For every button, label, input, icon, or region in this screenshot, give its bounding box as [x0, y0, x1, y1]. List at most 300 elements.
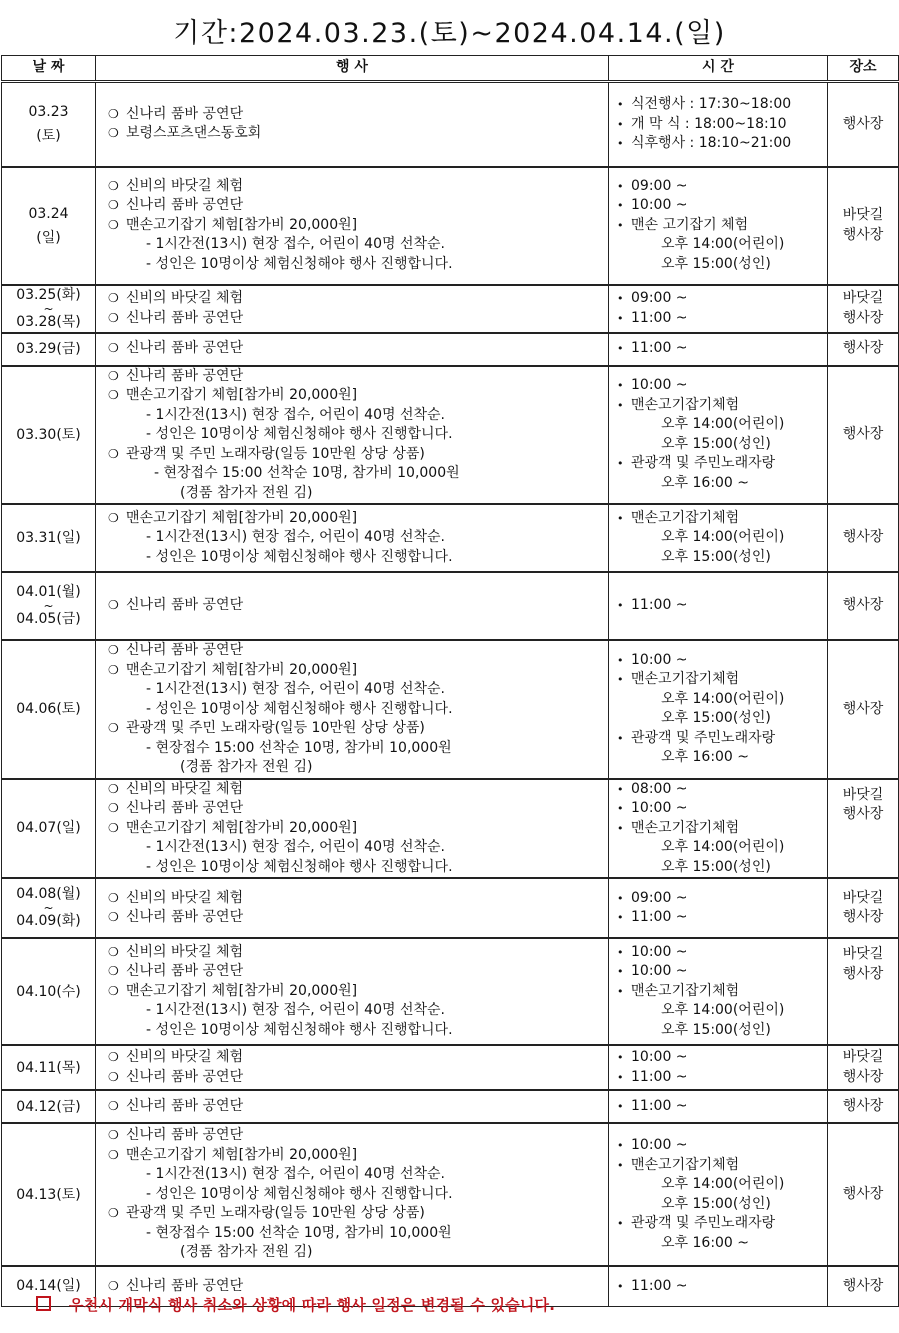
event-text: - 1시간전(13시) 현장 접수, 어린이 40명 선착순. [146, 236, 445, 253]
event-item [108, 1146, 608, 1166]
time-item [617, 1001, 827, 1021]
dot-bullet-icon: • [617, 802, 624, 815]
place-cell [828, 366, 899, 505]
time-item [617, 528, 827, 548]
time-cell [609, 640, 828, 779]
date-text: 04.07(일) [16, 820, 81, 837]
event-cell [96, 82, 609, 167]
time-text: 10:00 ~ [631, 651, 688, 668]
dot-bullet-icon: • [617, 98, 624, 111]
circle-bullet-icon: ❍ [108, 1278, 119, 1293]
time-item [617, 509, 827, 529]
place-text: 바닷길 [842, 889, 884, 906]
time-item [617, 1136, 827, 1156]
time-text: 10:00 ~ [631, 1137, 688, 1153]
time-item [617, 962, 827, 982]
place-text: 행사장 [842, 597, 884, 614]
date-cell [2, 1123, 96, 1266]
time-text: 11:00 ~ [631, 909, 688, 925]
date-text: 04.01(월) [16, 584, 81, 600]
circle-bullet-icon: ❍ [108, 178, 119, 193]
header-time: 시 간 [609, 56, 828, 82]
place-cell [828, 779, 899, 879]
event-cell [96, 572, 609, 640]
time-text: 식전행사 : 17:30~18:00 [631, 96, 792, 112]
time-cell [609, 167, 828, 285]
time-text: 오후 15:00(성인) [661, 548, 771, 565]
event-item [108, 1204, 608, 1224]
time-item [617, 1068, 827, 1088]
date-text: 04.09(화) [16, 913, 81, 929]
time-item [617, 889, 827, 909]
dot-bullet-icon: • [617, 945, 624, 959]
event-text: 신비의 바닷길 체험 [126, 943, 244, 960]
date-cell [2, 572, 96, 640]
place-cell [828, 1045, 899, 1090]
event-item [108, 177, 608, 197]
time-cell [609, 1045, 828, 1090]
time-item [617, 548, 827, 568]
event-item [108, 124, 608, 144]
time-text: 관광객 및 주민노래자랑 [631, 455, 776, 472]
time-cell [609, 285, 828, 333]
event-text: 신나리 품바 공연단 [126, 1097, 244, 1114]
event-item [108, 1126, 608, 1146]
circle-bullet-icon: ❍ [108, 1069, 119, 1084]
circle-bullet-icon: ❍ [108, 983, 119, 998]
table-row [2, 938, 899, 1045]
place-text: 바닷길 [842, 786, 884, 803]
event-text: 신나리 품바 공연단 [126, 800, 244, 816]
table-row [2, 1090, 899, 1123]
date-text: 04.10(수) [16, 983, 81, 1000]
event-item [108, 1185, 608, 1205]
dot-bullet-icon: • [617, 1217, 624, 1230]
event-item [108, 445, 608, 465]
dot-bullet-icon: • [617, 292, 624, 305]
time-text: 맨손고기잡기체험 [631, 509, 740, 526]
place-cell [828, 878, 899, 938]
event-item [108, 105, 608, 125]
event-item [108, 196, 608, 216]
date-text: 04.05(금) [16, 611, 81, 627]
event-item [108, 255, 608, 275]
place-text: 행사장 [842, 1068, 884, 1085]
place-text: 바닷길 [842, 290, 884, 306]
dot-bullet-icon: • [617, 398, 624, 412]
time-item [617, 1048, 827, 1068]
circle-bullet-icon: ❍ [108, 721, 119, 735]
place-cell [828, 572, 899, 640]
event-cell [96, 1045, 609, 1090]
event-item [108, 425, 608, 445]
time-item [617, 177, 827, 197]
time-item [617, 651, 827, 671]
date-text: 04.11(목) [16, 1059, 81, 1076]
event-item [108, 216, 608, 236]
circle-bullet-icon: ❍ [108, 388, 119, 402]
circle-bullet-icon: ❍ [108, 1147, 119, 1162]
dot-bullet-icon: • [617, 117, 624, 131]
time-cell [609, 572, 828, 640]
time-item [617, 1097, 827, 1117]
rain-notice [36, 1294, 555, 1315]
time-item [617, 339, 827, 359]
event-text: - 성인은 10명이상 체험신청해야 행사 진행합니다. [146, 1185, 453, 1202]
date-text: 03.25(화) [16, 286, 81, 303]
table-row [2, 504, 899, 572]
circle-bullet-icon: ❍ [108, 1098, 119, 1113]
table-row [2, 572, 899, 640]
event-text: - 1시간전(13시) 현장 접수, 어린이 40명 선착순. [146, 529, 445, 546]
time-text: 관광객 및 주민노래자랑 [631, 1215, 776, 1231]
table-header-row [2, 56, 899, 82]
date-text: 04.14(일) [16, 1278, 81, 1295]
time-text: 09:00 ~ [631, 177, 688, 194]
table-row [2, 1045, 899, 1090]
event-cell [96, 640, 609, 779]
event-item [108, 1243, 608, 1263]
event-text: 맨손고기잡기 체험[참가비 20,000원] [126, 1146, 358, 1163]
dot-bullet-icon: • [617, 137, 624, 150]
event-text: 신나리 품바 공연단 [126, 1127, 244, 1144]
event-item [108, 799, 608, 819]
dot-bullet-icon: • [617, 199, 624, 213]
time-item [617, 196, 827, 216]
place-cell [828, 1090, 899, 1123]
event-item [108, 943, 608, 963]
event-item [108, 235, 608, 255]
time-text: 09:00 ~ [631, 889, 688, 906]
time-item [617, 216, 827, 236]
header-event: 행 사 [96, 56, 609, 82]
time-text: 오후 14:00(어린이) [661, 690, 785, 707]
circle-bullet-icon: ❍ [108, 198, 119, 213]
time-text: 10:00 ~ [631, 1049, 688, 1065]
place-text: 행사장 [842, 1097, 884, 1114]
event-item [108, 780, 608, 800]
time-cell [609, 366, 828, 505]
time-text: 오후 15:00(성인) [661, 435, 771, 452]
event-text: - 성인은 10명이상 체험신청해야 행사 진행합니다. [146, 548, 453, 565]
place-cell [828, 1123, 899, 1266]
time-text: 11:00 ~ [631, 1277, 688, 1294]
event-item [108, 339, 608, 359]
event-item [108, 309, 608, 329]
event-text: - 성인은 10명이상 체험신청해야 행사 진행합니다. [146, 1021, 453, 1038]
circle-bullet-icon: ❍ [108, 598, 119, 613]
time-text: 맨손 고기잡기 체험 [631, 216, 749, 233]
dot-bullet-icon: • [617, 311, 624, 325]
place-cell [828, 285, 899, 333]
event-cell [96, 366, 609, 505]
event-item [108, 858, 608, 878]
schedule-title: 기간:2024.03.23.(토)~2024.04.14.(일) [173, 18, 726, 49]
event-text: - 성인은 10명이상 체험신청해야 행사 진행합니다. [146, 255, 453, 272]
event-text: 신비의 바닷길 체험 [126, 177, 244, 194]
dot-bullet-icon: • [617, 179, 624, 193]
time-item [617, 376, 827, 396]
event-item [108, 289, 608, 309]
dot-bullet-icon: • [617, 1070, 624, 1084]
time-text: 맨손고기잡기체험 [631, 1156, 740, 1173]
dot-bullet-icon: • [617, 891, 624, 905]
time-text: 08:00 ~ [631, 780, 688, 797]
circle-bullet-icon: ❍ [108, 368, 119, 383]
time-item [617, 1195, 827, 1215]
dot-bullet-icon: • [617, 1099, 624, 1113]
time-cell [609, 938, 828, 1045]
dot-bullet-icon: • [617, 821, 624, 835]
time-item [617, 134, 827, 154]
event-text: 맨손고기잡기 체험[참가비 20,000원] [126, 387, 358, 403]
time-text: 오후 16:00 ~ [661, 474, 750, 491]
time-text: 09:00 ~ [631, 290, 688, 306]
date-text: 04.06(토) [16, 701, 81, 718]
header-place: 장소 [828, 56, 899, 82]
event-text: 맨손고기잡기 체험[참가비 20,000원] [126, 509, 358, 526]
event-text: 맨손고기잡기 체험[참가비 20,000원] [126, 661, 358, 678]
date-text: 04.08(월) [16, 886, 81, 902]
place-text: 행사장 [842, 909, 884, 925]
place-cell [828, 333, 899, 366]
time-item [617, 289, 827, 309]
place-text: 행사장 [842, 226, 884, 243]
time-text: 10:00 ~ [631, 963, 688, 980]
dot-bullet-icon: • [617, 965, 624, 979]
event-text: 신나리 품바 공연단 [126, 340, 244, 357]
event-text: 신비의 바닷길 체험 [126, 1049, 244, 1065]
time-item [617, 396, 827, 416]
time-text: 오후 15:00(성인) [661, 858, 771, 875]
event-item [108, 528, 608, 548]
dot-bullet-icon: • [617, 1158, 624, 1172]
event-cell [96, 878, 609, 938]
event-item [108, 908, 608, 928]
event-text: - 성인은 10명이상 체험신청해야 행사 진행합니다. [146, 426, 453, 442]
time-cell [609, 1090, 828, 1123]
time-item [617, 115, 827, 135]
time-item [617, 1214, 827, 1234]
time-text: 오후 15:00(성인) [661, 1021, 771, 1038]
event-cell [96, 285, 609, 333]
place-text: 행사장 [842, 965, 884, 982]
time-item [617, 1156, 827, 1176]
table-row [2, 640, 899, 779]
place-text: 행사장 [842, 1277, 884, 1294]
dot-bullet-icon: • [617, 342, 624, 356]
place-text: 행사장 [842, 309, 884, 326]
date-cell [2, 779, 96, 879]
dot-bullet-icon: • [617, 599, 624, 613]
time-cell [609, 333, 828, 366]
date-cell [2, 938, 96, 1045]
time-cell [609, 82, 828, 167]
event-text: 신나리 품바 공연단 [126, 367, 244, 384]
time-text: 개 막 식 : 18:00~18:10 [631, 115, 787, 132]
place-text: 바닷길 [842, 946, 884, 962]
event-item [108, 962, 608, 982]
event-text: 신비의 바닷길 체험 [126, 889, 244, 906]
table-row [2, 779, 899, 879]
date-range-tilde: ~ [43, 301, 54, 316]
time-text: 오후 16:00 ~ [661, 1234, 750, 1251]
circle-bullet-icon: ❍ [108, 126, 119, 141]
event-text: - 1시간전(13시) 현장 접수, 어린이 40명 선착순. [146, 681, 445, 697]
event-text: 맨손고기잡기 체험[참가비 20,000원] [126, 982, 358, 999]
date-cell [2, 878, 96, 938]
circle-bullet-icon: ❍ [108, 944, 119, 959]
time-text: 10:00 ~ [631, 197, 688, 214]
dot-bullet-icon: • [617, 1279, 624, 1293]
event-text: 맨손고기잡기 체험[참가비 20,000원] [126, 216, 358, 233]
time-item [617, 690, 827, 710]
date-text: 04.13(토) [16, 1186, 81, 1203]
date-cell [2, 1090, 96, 1123]
circle-bullet-icon: ❍ [108, 910, 119, 924]
event-item [108, 596, 608, 616]
circle-bullet-icon: ❍ [108, 1128, 119, 1143]
circle-bullet-icon: ❍ [108, 890, 119, 905]
date-cell [2, 366, 96, 505]
time-text: 11:00 ~ [631, 1097, 688, 1114]
time-text: 오후 14:00(어린이) [661, 529, 785, 546]
event-item [108, 680, 608, 700]
time-cell [609, 878, 828, 938]
time-item [617, 95, 827, 115]
time-text: 오후 14:00(어린이) [661, 839, 785, 855]
table-row [2, 878, 899, 938]
place-text: 행사장 [842, 426, 884, 442]
date-cell [2, 640, 96, 779]
date-cell [2, 167, 96, 285]
dot-bullet-icon: • [617, 911, 624, 924]
time-text: 11:00 ~ [631, 597, 688, 614]
event-text: 신나리 품바 공연단 [126, 909, 244, 925]
table-row [2, 1123, 899, 1266]
dot-bullet-icon: • [617, 1051, 624, 1064]
event-item [108, 1224, 608, 1244]
dot-bullet-icon: • [617, 379, 624, 393]
event-cell [96, 938, 609, 1045]
time-item [617, 454, 827, 474]
time-item [617, 799, 827, 819]
place-text: 행사장 [842, 529, 884, 546]
date-text: 03.30(토) [16, 426, 81, 443]
place-text: 행사장 [842, 1185, 884, 1202]
date-text: 04.12(금) [16, 1098, 81, 1115]
circle-bullet-icon: ❍ [108, 446, 119, 461]
time-item [617, 748, 827, 768]
place-text: 행사장 [842, 806, 884, 822]
time-item [617, 1021, 827, 1041]
event-text: (경품 참가자 전원 김) [180, 1244, 313, 1261]
place-text: 바닷길 [842, 1049, 884, 1065]
header-date: 날 짜 [2, 56, 96, 82]
event-text: 신나리 품바 공연단 [126, 642, 244, 658]
time-text: 11:00 ~ [631, 309, 688, 326]
circle-bullet-icon: ❍ [108, 310, 119, 325]
dot-bullet-icon: • [617, 457, 624, 471]
time-text: 맨손고기잡기체험 [631, 671, 740, 688]
circle-bullet-icon: ❍ [108, 1050, 119, 1064]
event-item [108, 819, 608, 839]
time-text: 관광객 및 주민노래자랑 [631, 729, 776, 746]
time-text: 10:00 ~ [631, 800, 688, 816]
time-item [617, 309, 827, 329]
square-bullet-icon [36, 1296, 51, 1311]
time-item [617, 709, 827, 729]
time-item [617, 838, 827, 858]
dot-bullet-icon: • [617, 984, 624, 998]
event-text: - 현장접수 15:00 선착순 10명, 참가비 10,000원 [154, 465, 460, 481]
event-cell [96, 333, 609, 366]
dot-bullet-icon: • [617, 1139, 624, 1152]
event-cell [96, 779, 609, 879]
event-item [108, 406, 608, 426]
event-cell [96, 504, 609, 572]
time-item [617, 982, 827, 1002]
dot-bullet-icon: • [617, 218, 624, 232]
event-text: 관광객 및 주민 노래자랑(일등 10만원 상당 상품) [126, 445, 425, 462]
event-text: (경품 참가자 전원 김) [180, 484, 313, 501]
rain-notice-text: 우천시 개막식 행사 취소와 상황에 따라 행사 일정은 변경될 수 있습니다. [69, 1296, 556, 1314]
date-text: 03.29(금) [16, 341, 81, 357]
event-text: - 성인은 10명이상 체험신청해야 행사 진행합니다. [146, 858, 453, 875]
circle-bullet-icon: ❍ [108, 801, 119, 815]
event-text: - 성인은 10명이상 체험신청해야 행사 진행합니다. [146, 700, 453, 717]
time-cell [609, 504, 828, 572]
event-text: - 현장접수 15:00 선착순 10명, 참가비 10,000원 [146, 1224, 452, 1241]
event-item [108, 982, 608, 1002]
event-item [108, 1021, 608, 1041]
date-range-tilde: ~ [43, 901, 54, 915]
dot-bullet-icon: • [617, 653, 624, 667]
place-cell [828, 167, 899, 285]
time-text: 오후 14:00(어린이) [661, 1176, 785, 1192]
date-text: 03.23 [28, 104, 69, 121]
circle-bullet-icon: ❍ [108, 341, 119, 356]
date-cell [2, 333, 96, 366]
event-text: 신나리 품바 공연단 [126, 105, 244, 122]
dot-bullet-icon: • [617, 511, 624, 525]
date-text: (일) [36, 229, 61, 246]
time-text: 11:00 ~ [631, 340, 688, 357]
event-text: (경품 참가자 전원 김) [180, 759, 313, 775]
date-text: 03.28(목) [16, 313, 81, 330]
date-cell [2, 285, 96, 333]
event-text: 신나리 품바 공연단 [126, 1068, 244, 1085]
time-item [617, 474, 827, 494]
time-item [617, 596, 827, 616]
event-text: 신비의 바닷길 체험 [126, 780, 244, 797]
place-cell [828, 82, 899, 167]
time-item [617, 1234, 827, 1254]
table-row [2, 285, 899, 333]
place-text: 행사장 [842, 115, 884, 132]
place-text: 행사장 [842, 340, 884, 357]
place-text: 바닷길 [842, 207, 884, 223]
time-text: 오후 14:00(어린이) [661, 236, 785, 253]
circle-bullet-icon: ❍ [108, 1206, 119, 1221]
event-cell [96, 1090, 609, 1123]
date-text: 03.31(일) [16, 530, 81, 546]
circle-bullet-icon: ❍ [108, 820, 119, 835]
time-text: 맨손고기잡기체험 [631, 396, 740, 413]
time-text: 오후 14:00(어린이) [661, 1002, 785, 1019]
time-item [617, 255, 827, 275]
time-item [617, 235, 827, 255]
